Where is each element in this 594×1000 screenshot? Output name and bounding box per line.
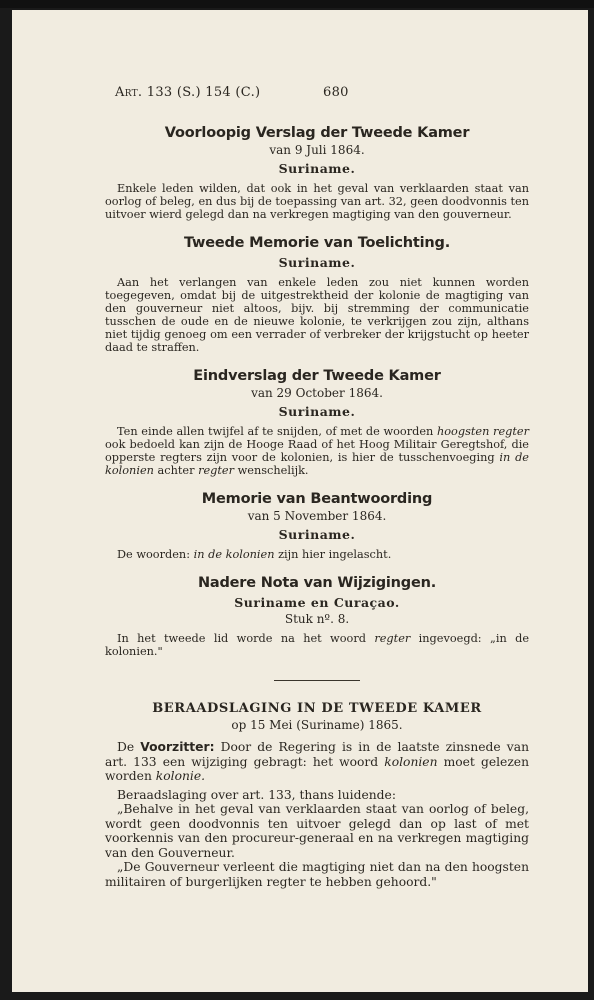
section-date: van 9 Juli 1864.	[269, 143, 365, 157]
text-run: Ten einde allen twijfel af te snijden, of met de woorden	[117, 425, 437, 438]
quoted-article-paragraph: „De Gouverneur verleent die magtiging niet dan na den hoogsten militairen of burgerlijken regter te hebben gehoord."	[105, 860, 529, 889]
section-title-tweede-memorie: Tweede Memorie van Toelichting.	[183, 235, 451, 251]
section-region: Suriname en Curaçao.	[234, 595, 400, 610]
section-date: op 15 Mei (Suriname) 1865.	[231, 718, 403, 732]
book-page	[12, 10, 588, 992]
section-region: Suriname.	[278, 404, 356, 419]
text-run: ingevoegd: „in de kolonien."	[105, 632, 529, 658]
italic-term: kolonien	[384, 754, 438, 769]
section-date: van 5 November 1864.	[247, 509, 387, 523]
section-paragraph: Beraadslaging over art. 133, thans luidende:	[117, 787, 396, 802]
quoted-article-paragraph: „Behalve in het geval van verklaarden staat van oorlog of beleg, wordt geen doodvonnis ten uitvoer gelegd dan op last of met voorkennis van den procureur-generaal en na verkregen magtiging van den Gouverneur.	[105, 802, 529, 860]
section-region: Suriname.	[278, 527, 356, 542]
scan-top-strip	[0, 0, 594, 8]
running-header-article: Art. 133 (S.) 154 (C.)	[115, 85, 261, 100]
section-stuk-number: Stuk nº. 8.	[284, 612, 350, 626]
section-region: Suriname.	[278, 161, 356, 176]
section-divider-rule	[274, 680, 360, 681]
section-title-nadere-nota: Nadere Nota van Wijzigingen.	[197, 575, 437, 591]
text-run: achter	[153, 464, 199, 477]
speaker-name: Voorzitter:	[140, 740, 215, 754]
text-run: De	[117, 740, 141, 754]
italic-term: hoogsten regter	[436, 425, 530, 438]
section-paragraph	[105, 425, 529, 477]
page-content	[105, 85, 529, 889]
page-number: 680	[323, 85, 349, 100]
text-run: moet gelezen worden	[105, 754, 529, 783]
section-paragraph: Enkele leden wilden, dat ook in het geval van verklaarden staat van oorlog of beleg, en dus bij de toepassing van art. 32, geen doodvonnis ten uitvoer wierd gelegd dan na verkregen magtiging van den gouverneur.	[105, 182, 529, 221]
text-run: Door de Regering is in de laatste zinsnede van art. 133 een wijziging gebragt: het woord	[105, 740, 529, 769]
running-header	[105, 85, 529, 107]
text-run: zijn hier ingelascht.	[274, 548, 392, 561]
section-paragraph: Aan het verlangen van enkele leden zou niet kunnen worden toegegeven, omdat bij de uitgestrektheid der kolonie de magtiging van den gouverneur niet altoos, bijv. bij stremming der communicatie tusschen de oude en de nieuwe kolonie, te verkrijgen zou zijn, althans niet tijdig genoeg om een verrader of verbreker der krijgstucht op heeter daad te straffen.	[105, 276, 529, 354]
speaker-paragraph	[105, 740, 529, 784]
section-title-memorie-van-beantwoording: Memorie van Beantwoording	[201, 491, 433, 507]
section-region: Suriname.	[278, 255, 356, 270]
text-run: wenschelijk.	[234, 464, 309, 477]
section-date: van 29 October 1864.	[251, 386, 383, 400]
section-title-voorloopig-verslag: Voorloopig Verslag der Tweede Kamer	[164, 125, 470, 141]
italic-term: in de kolonien	[105, 451, 529, 477]
italic-term: kolonie.	[155, 769, 206, 783]
italic-term: regter	[374, 632, 411, 645]
italic-term: in de kolonien	[193, 548, 275, 561]
text-run: In het tweede lid worde na het woord	[117, 632, 375, 645]
section-paragraph	[105, 632, 529, 658]
text-run: ook bedoeld kan zijn de Hooge Raad of het Hoog Militair Geregtshof, die opperste regters zijn voor de kolonien, is hier de tusschenvoeging	[105, 438, 529, 464]
section-title-eindverslag: Eindverslag der Tweede Kamer	[193, 368, 441, 384]
section-paragraph	[105, 548, 529, 561]
text-run: De woorden:	[117, 548, 194, 561]
italic-term: regter	[198, 464, 235, 477]
section-title-beraadslaging: BERAADSLAGING IN DE TWEEDE KAMER	[152, 701, 482, 716]
